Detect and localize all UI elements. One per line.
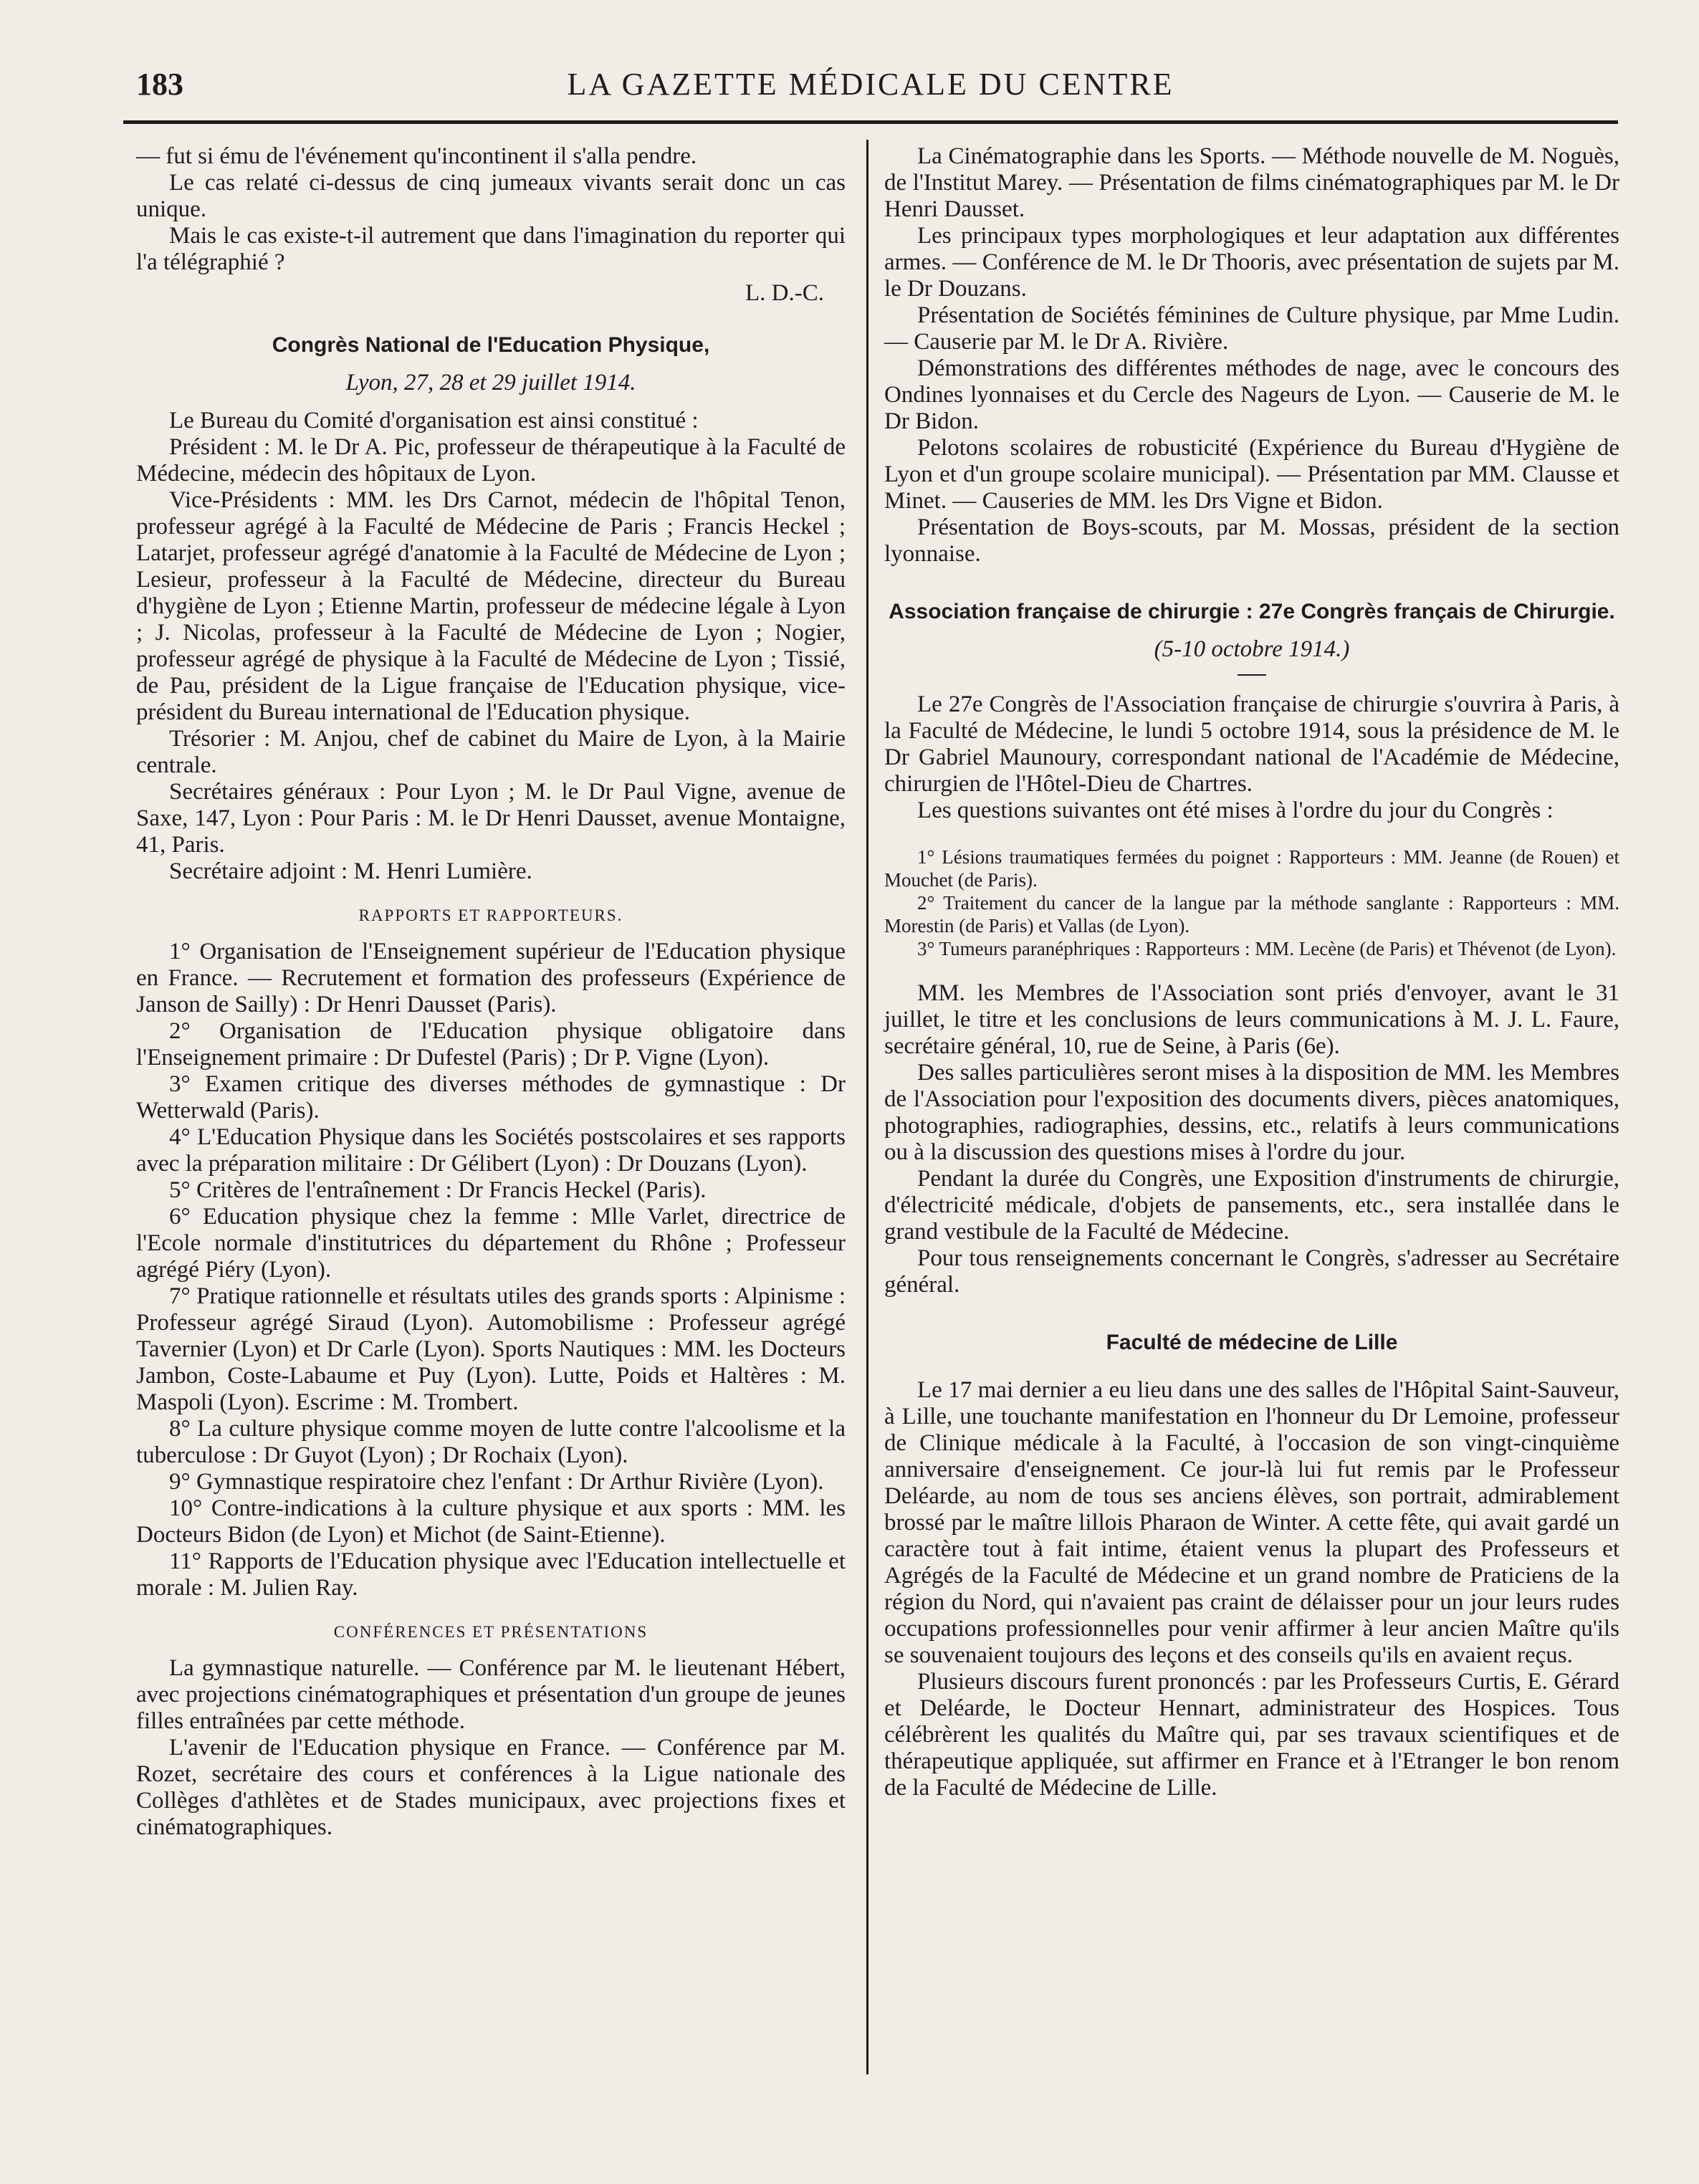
congress-title: Congrès National de l'Education Physique,: [272, 333, 710, 357]
report-item: 11° Rapports de l'Education physique avec l'Education intellectuelle et morale : M. Julien Ray.: [136, 1548, 846, 1601]
agenda-item: 2° Traitement du cancer de la langue par la méthode sanglante : Rapporteurs : MM. Morestin (de Paris) et Vallas (de Lyon).: [884, 892, 1619, 937]
page-number: 183: [136, 67, 183, 102]
bureau-paragraph: Président : M. le Dr A. Pic, professeur de thérapeutique à la Faculté de Médecine, médecin des hôpitaux de Lyon.: [136, 434, 846, 487]
bureau-paragraph: Vice-Présidents : MM. les Drs Carnot, médecin de l'hôpital Tenon, professeur agrégé à la Faculté de Médecine de Paris ; Francis Heckel ; Latarjet, professeur agrégé d'anatomie à la Faculté de Médecine de Lyon ; Lesieur, professeur à la Faculté de Médecine, directeur du Bureau d'hygiène de Lyon ; Etienne Martin, professeur de médecine légale à Lyon ; J. Nicolas, professeur à la Faculté de Médecine de Lyon ; Nogier, professeur agrégé de physique à la Faculté de Médecine de Lyon ; Tissié, de Pau, président de la Ligue française de l'Education physique, vice-président du Bureau international de l'Education physique.: [136, 487, 846, 725]
report-item: 2° Organisation de l'Education physique obligatoire dans l'Enseignement primaire : Dr Dufestel (Paris) ; Dr P. Vigne (Lyon).: [136, 1018, 846, 1071]
bureau-paragraph: Secrétaires généraux : Pour Lyon ; M. le Dr Paul Vigne, avenue de Saxe, 147, Lyon : Pour Paris : M. le Dr Henri Dausset, avenue Montaigne, 41, Paris.: [136, 779, 846, 858]
conference-item: La gymnastique naturelle. — Conférence par M. le lieutenant Hébert, avec projections cinématographiques et présentation d'un groupe de jeunes filles entraînées par cette méthode.: [136, 1655, 846, 1734]
column-rule: [866, 140, 868, 2074]
conference-item: Démonstrations des différentes méthodes de nage, avec le concours des Ondines lyonnaises et du Cercle des Nageurs de Lyon. — Causerie de M. le Dr Bidon.: [884, 355, 1619, 434]
association-dates: (5-10 octobre 1914.): [1154, 636, 1350, 662]
association-paragraph: Des salles particulières seront mises à la disposition de MM. les Membres de l'Association pour l'exposition des documents divers, pièces anatomiques, photographies, radiographies, dessins, etc., relatifs à leurs communications ou à la discussion des questions mises à l'ordre du jour.: [884, 1060, 1619, 1165]
section-divider: [1238, 674, 1266, 676]
report-item: 3° Examen critique des diverses méthodes de gymnastique : Dr Wetterwald (Paris).: [136, 1071, 846, 1124]
bureau-paragraph: Trésorier : M. Anjou, chef de cabinet du Maire de Lyon, à la Mairie centrale.: [136, 726, 846, 778]
agenda-item: 3° Tumeurs paranéphriques : Rapporteurs : MM. Lecène (de Paris) et Thévenot (de Lyon).: [917, 938, 1617, 959]
report-item: 1° Organisation de l'Enseignement supérieur de l'Education physique en France. — Recrutement et formation des professeurs (Expérience de Janson de Sailly) : Dr Henri Dausset (Paris).: [136, 939, 846, 1017]
lille-title: Faculté de médecine de Lille: [1106, 1331, 1398, 1354]
report-item: 7° Pratique rationnelle et résultats utiles des grands sports : Alpinisme : Professeur agrégé Siraud (Lyon). Automobilisme : Professeur agrégé Tavernier (Lyon) et Dr Carle (Lyon). Sports Nautiques : MM. les Docteurs Jambon, Coste-Labaume et Puy (Lyon). Lutte, Poids et Haltères : M. Maspoli (Lyon). Escrime : M. Trombert.: [136, 1283, 846, 1415]
association-paragraph: MM. les Membres de l'Association sont priés d'envoyer, avant le 31 juillet, le titre et les conclusions de leurs communications à M. J. L. Faure, secrétaire général, 10, rue de Seine, à Paris (6e).: [884, 980, 1619, 1059]
left-column: [136, 143, 846, 1841]
conferences-heading: CONFÉRENCES ET PRÉSENTATIONS: [333, 1623, 649, 1641]
lille-paragraph: Plusieurs discours furent prononcés : par les Professeurs Curtis, E. Gérard et Deléarde, le Docteur Hennart, administrateur des Hospices. Tous célébrèrent les qualités du Maître qui, par ses travaux scientifiques et de thérapeutique appliquée, sut affirmer en France et à l'Etranger le bon renom de la Faculté de Médecine de Lille.: [884, 1669, 1619, 1801]
signature: L. D.-C.: [745, 280, 824, 306]
association-paragraph: Pendant la durée du Congrès, une Exposition d'instruments de chirurgie, d'électricité médicale, d'objets de pansements, etc., sera installée dans le grand vestibule de la Faculté de Médecine.: [884, 1166, 1619, 1245]
header-rule: [123, 120, 1618, 124]
report-item: 5° Critères de l'entraînement : Dr Francis Heckel (Paris).: [169, 1177, 707, 1203]
association-title: Association française de chirurgie : 27e Congrès français de Chirurgie.: [889, 600, 1615, 623]
bureau-paragraph: Le Bureau du Comité d'organisation est ainsi constitué :: [169, 408, 699, 434]
conference-item: Pelotons scolaires de robusticité (Expérience du Bureau d'Hygiène de Lyon et d'un groupe scolaire municipal). — Présentation par MM. Clausse et Minet. — Causeries de MM. les Drs Vigne et Bidon.: [884, 435, 1619, 514]
right-column: [884, 143, 1619, 1801]
intro-paragraph: Le cas relaté ci-dessus de cinq jumeaux vivants serait donc un cas unique.: [136, 170, 846, 222]
report-item: 6° Education physique chez la femme : Mlle Varlet, directrice de l'Ecole normale d'institutrices du département du Rhône ; Professeur agrégé Piéry (Lyon).: [136, 1204, 846, 1283]
conference-item: La Cinématographie dans les Sports. — Méthode nouvelle de M. Noguès, de l'Institut Marey. — Présentation de films cinématographiques par M. le Dr Henri Dausset.: [884, 143, 1619, 222]
lille-paragraph: Le 17 mai dernier a eu lieu dans une des salles de l'Hôpital Saint-Sauveur, à Lille, une touchante manifestation en l'honneur du Dr Lemoine, professeur de Clinique médicale à la Faculté, à l'occasion de son vingt-cinquième anniversaire d'enseignement. Ce jour-là lui fut remis par le Professeur Deléarde, au nom de tous ses anciens élèves, son portrait, admirablement brossé par le maître lillois Pharaon de Winter. A cette fête, qui avait gardé un caractère tout à fait intime, étaient venus la plupart des Professeurs et Agrégés de la Faculté de Médecine et un grand nombre de Praticiens de la région du Nord, qui n'avaient pas craint de délaisser pour un jour leurs rudes occupations professionnelles pour venir affirmer à leur ancien Maître qu'ils se souvenaient toujours des leçons et des conseils qu'ils en avaient reçus.: [884, 1377, 1619, 1668]
intro-paragraph: — fut si ému de l'événement qu'incontinent il s'alla pendre.: [136, 143, 697, 169]
agenda-item: 1° Lésions traumatiques fermées du poignet : Rapporteurs : MM. Jeanne (de Rouen) et Mouchet (de Paris).: [884, 846, 1619, 891]
conference-item: Les principaux types morphologiques et leur adaptation aux différentes armes. — Conférence de M. le Dr Thooris, avec présentation de sujets par M. le Dr Douzans.: [884, 223, 1619, 302]
report-item: 8° La culture physique comme moyen de lutte contre l'alcoolisme et la tuberculose : Dr Guyot (Lyon) ; Dr Rochaix (Lyon).: [136, 1416, 846, 1468]
association-paragraph: Pour tous renseignements concernant le Congrès, s'adresser au Secrétaire général.: [884, 1245, 1619, 1298]
conference-item: Présentation de Sociétés féminines de Culture physique, par Mme Ludin. — Causerie par M. le Dr A. Rivière.: [884, 302, 1619, 355]
conference-item: L'avenir de l'Education physique en France. — Conférence par M. Rozet, secrétaire des cours et conférences à la Ligue nationale des Collèges d'athlètes et de Stades municipaux, avec projections fixes et cinématographiques.: [136, 1735, 846, 1840]
reports-heading: RAPPORTS ET RAPPORTEURS.: [358, 906, 623, 924]
conference-item: Présentation de Boys-scouts, par M. Mossas, président de la section lyonnaise.: [884, 514, 1619, 567]
report-item: 9° Gymnastique respiratoire chez l'enfant : Dr Arthur Rivière (Lyon).: [169, 1469, 824, 1495]
bureau-paragraph: Secrétaire adjoint : M. Henri Lumière.: [169, 858, 532, 884]
intro-paragraph: Mais le cas existe-t-il autrement que dans l'imagination du reporter qui l'a télégraphié ?: [136, 223, 846, 275]
association-paragraph: Le 27e Congrès de l'Association française de chirurgie s'ouvrira à Paris, à la Faculté de Médecine, le lundi 5 octobre 1914, sous la présidence de M. le Dr Gabriel Maunoury, correspondant national de l'Académie de Médecine, chirurgien de l'Hôtel-Dieu de Chartres.: [884, 691, 1619, 797]
report-item: 10° Contre-indications à la culture physique et aux sports : MM. les Docteurs Bidon (de Lyon) et Michot (de Saint-Etienne).: [136, 1495, 846, 1548]
agenda-list: [884, 846, 1619, 960]
running-head: LA GAZETTE MÉDICALE DU CENTRE: [567, 67, 1174, 102]
association-paragraph: Les questions suivantes ont été mises à l'ordre du jour du Congrès :: [917, 798, 1554, 823]
report-item: 4° L'Education Physique dans les Sociétés postscolaires et ses rapports avec la préparation militaire : Dr Gélibert (Lyon) : Dr Douzans (Lyon).: [136, 1124, 846, 1177]
congress-dates: Lyon, 27, 28 et 29 juillet 1914.: [345, 370, 636, 396]
